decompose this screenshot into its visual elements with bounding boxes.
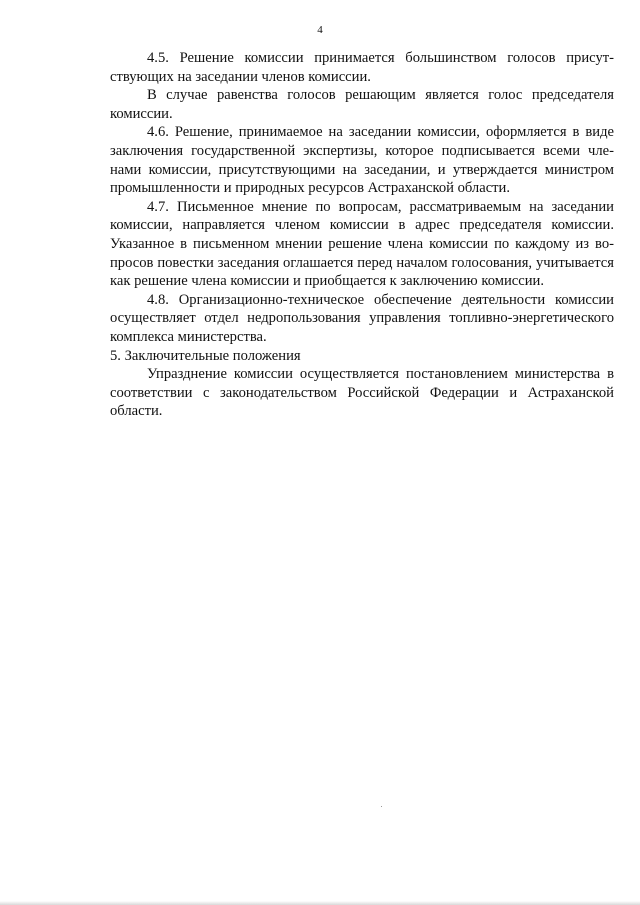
document-body (110, 49, 614, 421)
paragraph-4-5: 4.5. Решение комиссии принимается большинством голосов присутствующих на заседании членов комиссии. (110, 50, 614, 85)
paragraph-final: Упразднение комиссии осуществляется постановлением министерства в соответствии с законодательством Российской Федерации и Астраханской области. (110, 366, 614, 420)
scan-bottom-edge (0, 901, 640, 905)
paragraph-4-6: 4.6. Решение, принимаемое на заседании комиссии, оформляется в виде заключения государственной экспертизы, которое подписывается всеми членами комиссии, присутствующими на заседании, и утверждается министром промышленности и природных ресурсов Астраханской области. (110, 124, 614, 197)
section-heading: 5. Заключительные положения (110, 347, 301, 364)
page-number: 4 (317, 24, 323, 36)
paragraph-4-8: 4.8. Организационно-техническое обеспечение деятельности комиссии осуществляет отдел недропользования управления топливно-энергетического комплекса министерства. (110, 291, 614, 345)
scan-speck (381, 806, 382, 807)
paragraph-tie-vote: В случае равенства голосов решающим является голос председателя комиссии. (110, 87, 614, 122)
paragraph-4-7: 4.7. Письменное мнение по вопросам, рассматриваемым на заседании комиссии, направляется членом комиссии в адрес председателя комиссии. Указанное в письменном мнении решение члена комиссии по каждому из вопросов повестки заседания оглашается перед началом голосования, учитывается как решение члена комиссии и приобщается к заключению комиссии. (110, 198, 614, 290)
